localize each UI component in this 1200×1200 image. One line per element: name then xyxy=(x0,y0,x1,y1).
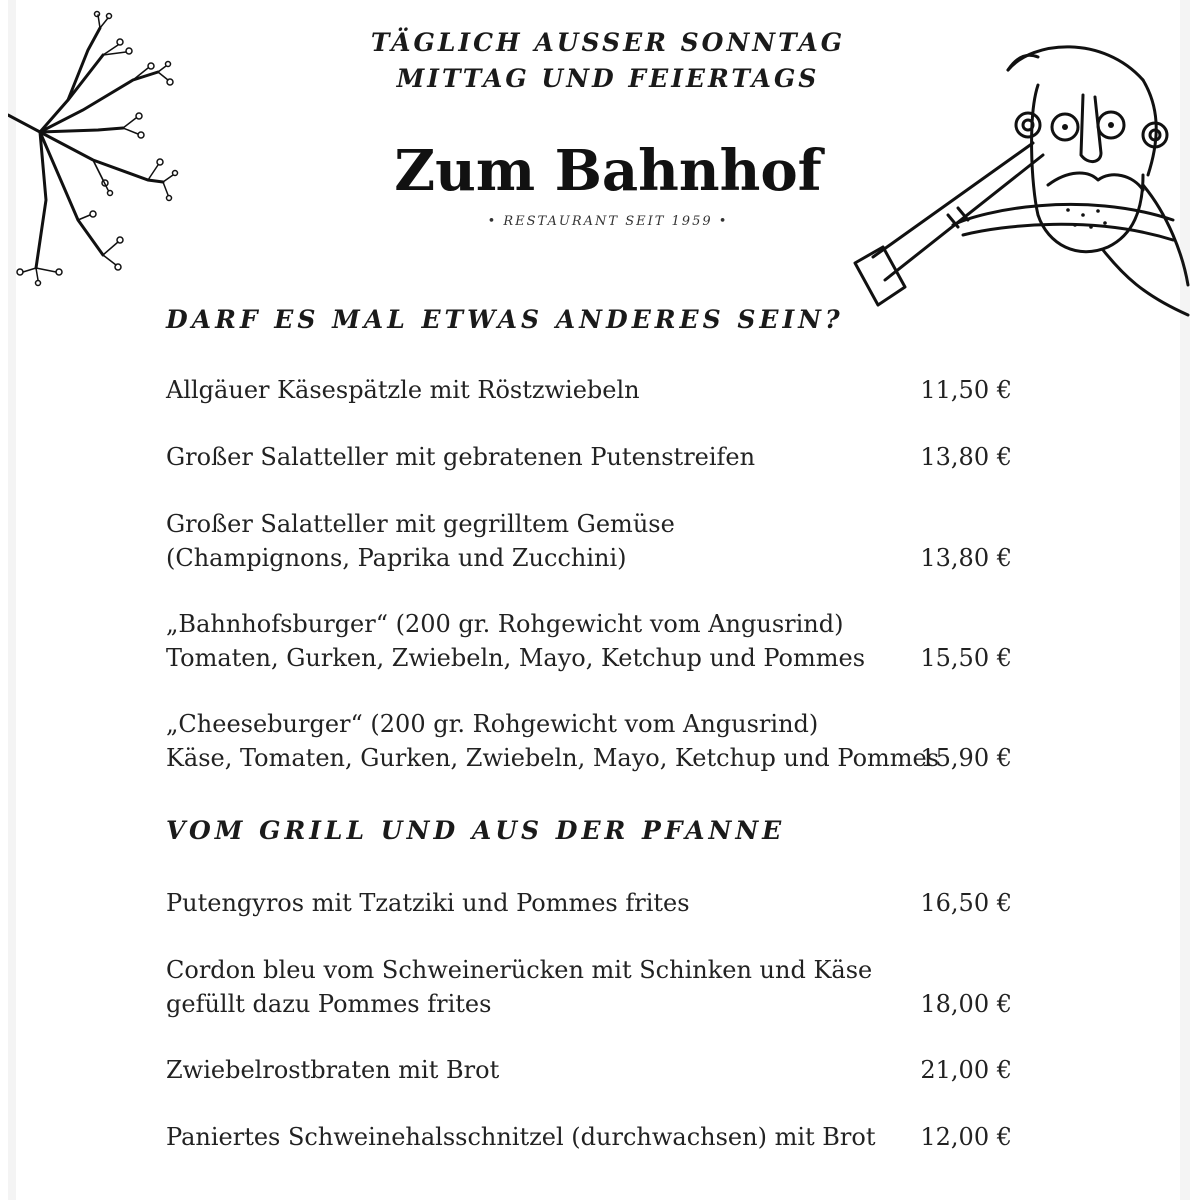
menu-item-name: Allgäuer Käsespätzle mit Röstzwiebeln xyxy=(166,376,640,404)
menu-item xyxy=(166,373,1016,407)
menu-item-name: Zwiebelrostbraten mit Brot xyxy=(166,1056,500,1084)
menu-item-price: 21,00 € xyxy=(920,1056,1012,1084)
restaurant-title: Zum Bahnhof xyxy=(394,138,822,204)
menu-item xyxy=(166,953,1016,1021)
menu-item-name: Großer Salatteller mit gegrilltem Gemüse xyxy=(166,510,675,538)
menu-item-name: „Cheeseburger“ (200 gr. Rohgewicht vom Angusrind) xyxy=(166,710,819,738)
menu-item-name: Großer Salatteller mit gebratenen Putenstreifen xyxy=(166,443,756,471)
menu-item-name: Cordon bleu vom Schweinerücken mit Schinken und Käse xyxy=(166,956,873,984)
menu-item xyxy=(166,607,1016,675)
menu-page xyxy=(8,0,1190,1200)
menu-item-detail: (Champignons, Paprika und Zucchini) xyxy=(166,544,627,572)
menu-item-detail: Käse, Tomaten, Gurken, Zwiebeln, Mayo, Ketchup und Pommes xyxy=(166,744,940,772)
menu-item-name: Putengyros mit Tzatziki und Pommes frites xyxy=(166,889,690,917)
menu-item-detail: Tomaten, Gurken, Zwiebeln, Mayo, Ketchup und Pommes xyxy=(166,644,866,672)
plant-branch-icon xyxy=(8,10,188,290)
menu-item-price: 15,90 € xyxy=(920,744,1012,772)
menu-item-name: „Bahnhofsburger“ (200 gr. Rohgewicht vom Angusrind) xyxy=(166,610,844,638)
menu-item xyxy=(166,440,1016,474)
section-heading-specials: DARF ES MAL ETWAS ANDERES SEIN? xyxy=(166,305,844,334)
menu-item-price: 18,00 € xyxy=(920,990,1012,1018)
opening-hours-line2: MITTAG UND FEIERTAGS xyxy=(396,64,820,93)
menu-item xyxy=(166,507,1016,575)
menu-item-price: 11,50 € xyxy=(920,376,1012,404)
menu-item-price: 15,50 € xyxy=(920,644,1012,672)
menu-item-price: 13,80 € xyxy=(920,544,1012,572)
menu-item xyxy=(166,886,1016,920)
menu-item-price: 16,50 € xyxy=(920,889,1012,917)
menu-item xyxy=(166,1120,1016,1154)
restaurant-tagline: • RESTAURANT SEIT 1959 • xyxy=(487,214,729,229)
opening-hours-line1: TÄGLICH AUSSER SONNTAG xyxy=(370,28,846,57)
menu-item xyxy=(166,707,1016,775)
section-heading-grill: VOM GRILL UND AUS DER PFANNE xyxy=(166,816,786,845)
menu-item-price: 12,00 € xyxy=(920,1123,1012,1151)
menu-item-price: 13,80 € xyxy=(920,443,1012,471)
menu-item xyxy=(166,1053,1016,1087)
menu-item-name: Paniertes Schweinehalsschnitzel (durchwachsen) mit Brot xyxy=(166,1123,876,1151)
menu-item-detail: gefüllt dazu Pommes frites xyxy=(166,990,492,1018)
